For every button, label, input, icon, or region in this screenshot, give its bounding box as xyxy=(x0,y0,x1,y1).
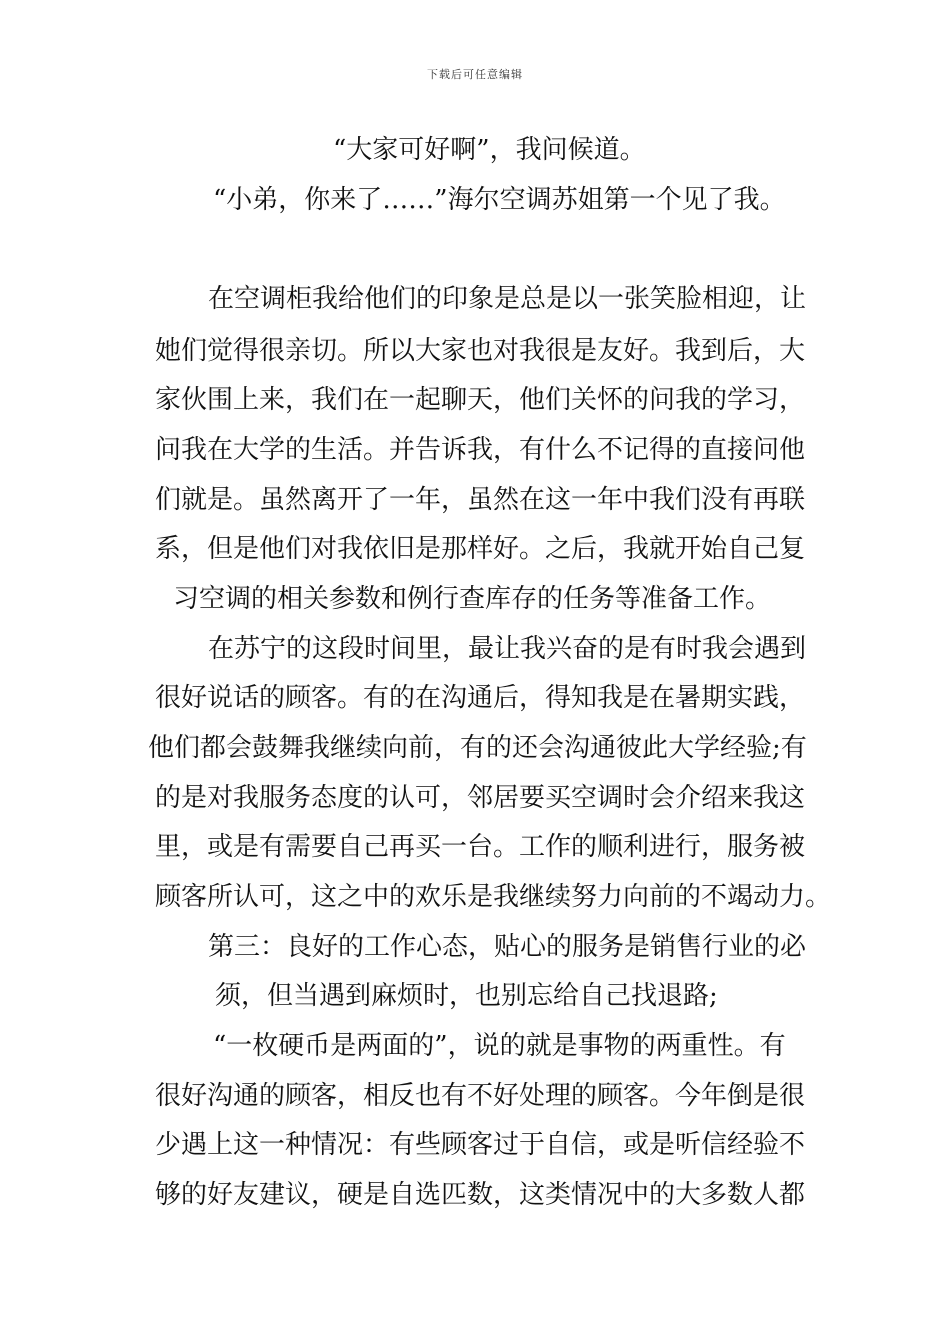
text-line: 系，但是他们对我依旧是那样好。之后，我就开始自己复 xyxy=(155,534,806,564)
text-line: 第三：良好的工作心态，贴心的服务是销售行业的必 xyxy=(208,932,807,962)
text-line: 问我在大学的生活。并告诉我，有什么不记得的直接问他 xyxy=(155,435,806,465)
text-line: 很好说话的顾客。有的在沟通后，得知我是在暑期实践， xyxy=(155,683,806,713)
text-line: 在苏宁的这段时间里，最让我兴奋的是有时我会遇到 xyxy=(208,634,807,664)
text-line: 们就是。虽然离开了一年，虽然在这一年中我们没有再联 xyxy=(155,485,806,515)
text-line: 少遇上这一种情况：有些顾客过于自信，或是听信经验不 xyxy=(155,1130,806,1160)
text-line: “一枚硬币是两面的”，说的就是事物的两重性。有 xyxy=(213,1031,786,1061)
text-line: “大家可好啊”，我问候道。 xyxy=(333,135,646,165)
text-line: 习空调的相关参数和例行查库存的任务等准备工作。 xyxy=(173,584,772,614)
text-line: 家伙围上来，我们在一起聊天，他们关怀的问我的学习， xyxy=(155,385,806,415)
text-line: 够的好友建议，硬是自选匹数，这类情况中的大多数人都 xyxy=(155,1180,806,1210)
text-line: 他们都会鼓舞我继续向前，有的还会沟通彼此大学经验;有 xyxy=(148,733,807,763)
text-line: 很好沟通的顾客，相反也有不好处理的顾客。今年倒是很 xyxy=(155,1081,806,1111)
text-line: 在空调柜我给他们的印象是总是以一张笑脸相迎，让 xyxy=(208,284,807,314)
text-line: “小弟，你来了……”海尔空调苏姐第一个见了我。 xyxy=(213,185,786,215)
text-line: 里，或是有需要自己再买一台。工作的顺利进行，服务被 xyxy=(155,832,806,862)
header-note: 下载后可任意编辑 xyxy=(427,68,523,81)
text-line: 须，但当遇到麻烦时，也别忘给自己找退路; xyxy=(215,981,718,1011)
text-line: 顾客所认可，这之中的欢乐是我继续努力向前的不竭动力。 xyxy=(155,882,832,912)
text-line: 的是对我服务态度的认可，邻居要买空调时会介绍来我这 xyxy=(155,783,806,813)
text-line: 她们觉得很亲切。所以大家也对我很是友好。我到后，大 xyxy=(155,336,806,366)
